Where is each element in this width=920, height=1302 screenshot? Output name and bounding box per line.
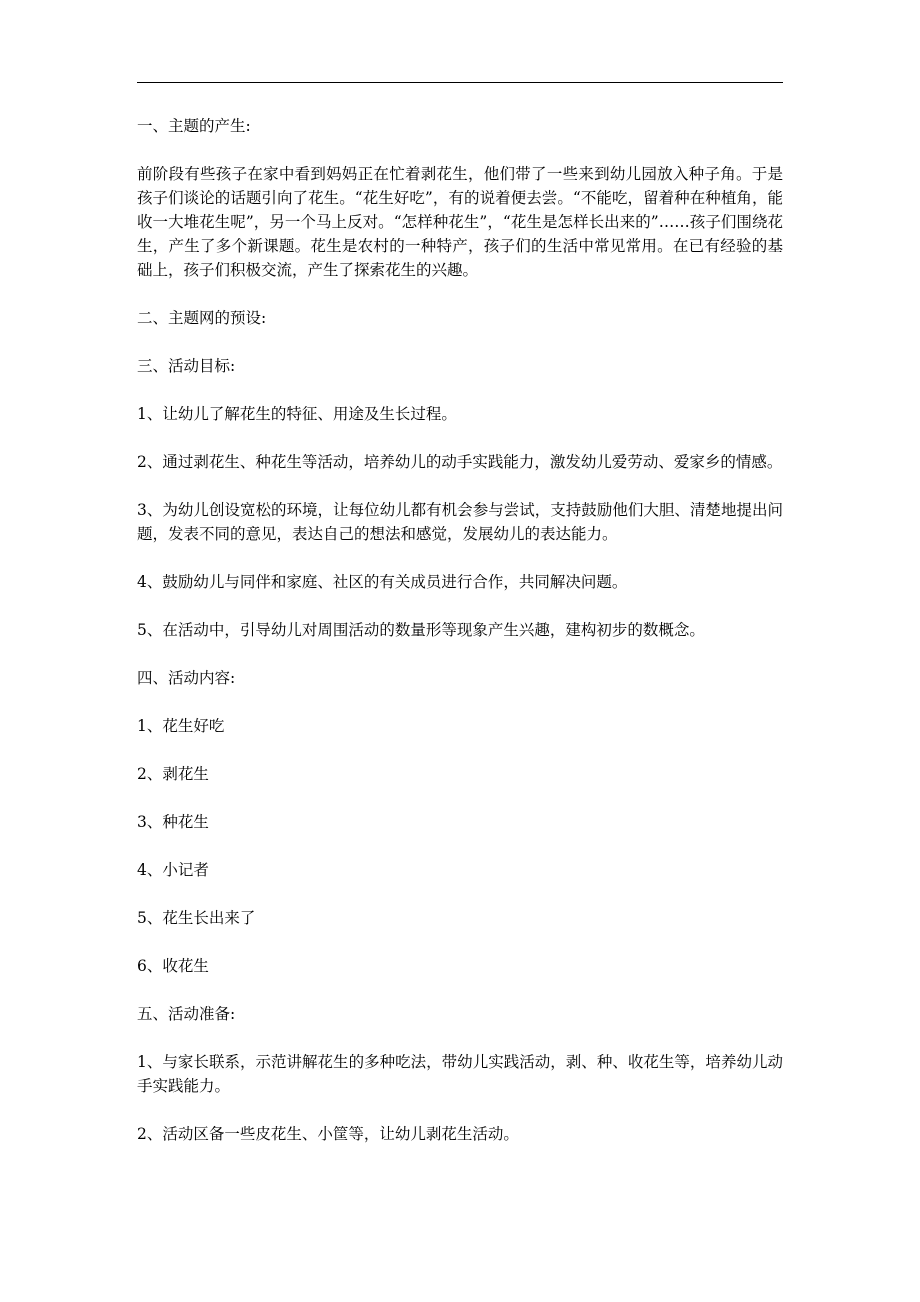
list-item: 6、收花生 (137, 957, 209, 975)
paragraph: 前阶段有些孩子在家中看到妈妈正在忙着剥花生，他们带了一些来到幼儿园放入种子角。于是孩子们谈论的话题引向了花生。“花生好吃”，有的说着便去尝。“不能吃，留着种在种植角，能收一大堆花生呢”，另一个马上反对。“怎样种花生”，“花生是怎样长出来的”……孩子们围绕花生，产生了多个新课题。花生是农村的一种特产，孩子们的生活中常见常用。在已有经验的基础上，孩子们积极交流，产生了探索花生的兴趣。 (137, 165, 783, 279)
list-item: 2、活动区备一些皮花生、小筐等，让幼儿剥花生活动。 (137, 1125, 519, 1143)
list-item: 1、花生好吃 (137, 717, 225, 735)
document-body (137, 114, 783, 1170)
list-item: 2、通过剥花生、种花生等活动，培养幼儿的动手实践能力，激发幼儿爱劳动、爱家乡的情感。 (137, 453, 783, 471)
section-heading: 二、主题网的预设: (137, 309, 267, 327)
list-item: 1、与家长联系，示范讲解花生的多种吃法，带幼儿实践活动，剥、种、收花生等，培养幼儿动手实践能力。 (137, 1053, 783, 1095)
list-item: 4、小记者 (137, 861, 209, 879)
list-item: 4、鼓励幼儿与同伴和家庭、社区的有关成员进行合作，共同解决问题。 (137, 573, 628, 591)
header-rule (137, 82, 783, 83)
list-item: 5、花生长出来了 (137, 909, 256, 927)
list-item: 1、让幼儿了解花生的特征、用途及生长过程。 (137, 405, 457, 423)
section-heading: 四、活动内容: (137, 669, 236, 687)
section-heading: 五、活动准备: (137, 1005, 236, 1023)
list-item: 2、剥花生 (137, 765, 209, 783)
list-item: 5、在活动中，引导幼儿对周围活动的数量形等现象产生兴趣，建构初步的数概念。 (137, 621, 705, 639)
section-heading: 一、主题的产生: (137, 117, 251, 135)
list-item: 3、种花生 (137, 813, 209, 831)
section-heading: 三、活动目标: (137, 357, 236, 375)
list-item: 3、为幼儿创设宽松的环境，让每位幼儿都有机会参与尝试，支持鼓励他们大胆、清楚地提出问题，发表不同的意见，表达自己的想法和感觉，发展幼儿的表达能力。 (137, 501, 783, 543)
